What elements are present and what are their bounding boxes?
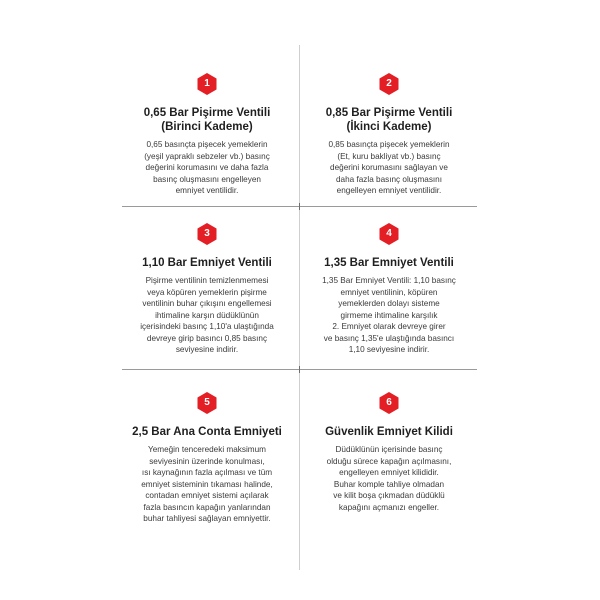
body-line: olduğu sürece kapağın açılmasını,: [326, 456, 452, 466]
card-4: [300, 222, 478, 356]
body-line: 1,10 seviyesine indirir.: [348, 345, 430, 354]
body-line: (Et, kuru bakliyat vb.) basınç: [337, 151, 441, 161]
body-line: 2. Emniyet olarak devreye girer: [332, 322, 446, 331]
body-line: Düdüklünün içerisinde basınç: [335, 445, 443, 454]
card-body: [300, 275, 478, 356]
body-line: ve kilit boşa çıkmadan düdüklü: [333, 491, 445, 500]
body-line: ihtimaline karşın düdüklünün: [155, 310, 259, 320]
body-line: Yemeğin tenceredeki maksimum: [147, 445, 266, 454]
card-title-line: (Birinci Kademe): [161, 121, 253, 133]
card-title: [118, 425, 296, 439]
card-1: [118, 72, 296, 197]
body-line: ventilinin buhar çıkışını engellemesi: [142, 299, 272, 308]
body-line: daha fazla basınç oluşmasını: [335, 174, 443, 184]
number-badge: [195, 222, 219, 246]
card-title-line: 1,35 Bar Emniyet Ventili: [324, 257, 454, 269]
card-title: [300, 106, 478, 134]
body-line: emniyet ventilinin, köpüren: [340, 287, 438, 297]
body-line: değerini korumasını ve daha fazla: [145, 163, 269, 172]
body-line: contadan emniyet sistemi açılarak: [145, 491, 269, 500]
body-line: Buhar komple tahliye olmadan: [333, 479, 445, 489]
card-title-line: 2,5 Bar Ana Conta Emniyeti: [132, 426, 282, 438]
body-line: yemeklerden dolayı sisteme: [338, 299, 440, 308]
divider-cross-1: [299, 203, 300, 210]
card-body: [118, 444, 296, 525]
card-title-line: Güvenlik Emniyet Kilidi: [325, 426, 453, 438]
body-line: değerini korumasını sağlayan ve: [330, 163, 448, 172]
body-line: fazla basıncın kapağın yanlarından: [143, 502, 271, 512]
body-line: devreye girip basıncı 0,85 basınç: [146, 333, 268, 343]
badge-number: 3: [204, 228, 210, 239]
body-line: 0,85 basınçta pişecek yemeklerin: [328, 140, 450, 149]
card-title-line: 0,85 Bar Pişirme Ventili: [325, 107, 453, 119]
body-line: seviyesine indirir.: [175, 345, 239, 354]
badge-number: 2: [386, 78, 392, 89]
card-5: [118, 391, 296, 525]
body-line: seviyesinin üzerinde konulması,: [149, 456, 265, 466]
body-line: ve basınç 1,35'e ulaştığında basıncı: [323, 333, 455, 343]
card-2: [300, 72, 478, 197]
card-6: [300, 391, 478, 513]
card-body: [300, 139, 478, 197]
body-line: emniyet sisteminin tıkaması halinde,: [141, 479, 273, 489]
card-title-line: (İkinci Kademe): [346, 121, 432, 133]
card-body: [118, 275, 296, 356]
card-title-line: 0,65 Bar Pişirme Ventili: [143, 107, 271, 119]
card-3: [118, 222, 296, 356]
body-line: 0,65 basınçta pişecek yemeklerin: [146, 140, 268, 149]
number-badge: [195, 72, 219, 96]
body-line: 1,35 Bar Emniyet Ventili: 1,10 basınç: [322, 276, 456, 285]
body-line: ısı kaynağının fazla açılması ve tüm: [141, 468, 273, 477]
card-title: [300, 256, 478, 270]
body-line: girmeme ihtimaline karşılık: [340, 310, 438, 320]
number-badge: [377, 72, 401, 96]
badge-number: 1: [204, 78, 210, 89]
card-title: [300, 425, 478, 439]
badge-number: 6: [386, 397, 392, 408]
card-body: [118, 139, 296, 197]
number-badge: [377, 222, 401, 246]
body-line: veya köpüren yemeklerin pişirme: [147, 287, 267, 297]
body-line: içerisindeki basınç 1,10'a ulaştığında: [140, 322, 274, 331]
card-title: [118, 106, 296, 134]
body-line: (yeşil yapraklı sebzeler vb.) basınç: [144, 151, 270, 161]
card-title: [118, 256, 296, 270]
body-line: engelleyen emniyet kilididir.: [339, 468, 439, 477]
body-line: buhar tahliyesi sağlayan emniyettir.: [143, 514, 271, 523]
badge-number: 5: [204, 397, 210, 408]
body-line: kapağını açmanızı engeller.: [338, 502, 440, 512]
number-badge: [377, 391, 401, 415]
body-line: basınç oluşmasını engelleyen: [153, 174, 261, 184]
number-badge: [195, 391, 219, 415]
body-line: Pişirme ventilinin temizlenmemesi: [145, 276, 269, 285]
divider-cross-2: [299, 366, 300, 373]
badge-number: 4: [386, 228, 392, 239]
body-line: emniyet ventilidir.: [175, 186, 239, 195]
card-body: [300, 444, 478, 513]
card-title-line: 1,10 Bar Emniyet Ventili: [142, 257, 272, 269]
body-line: engelleyen emniyet ventilidir.: [336, 186, 442, 195]
